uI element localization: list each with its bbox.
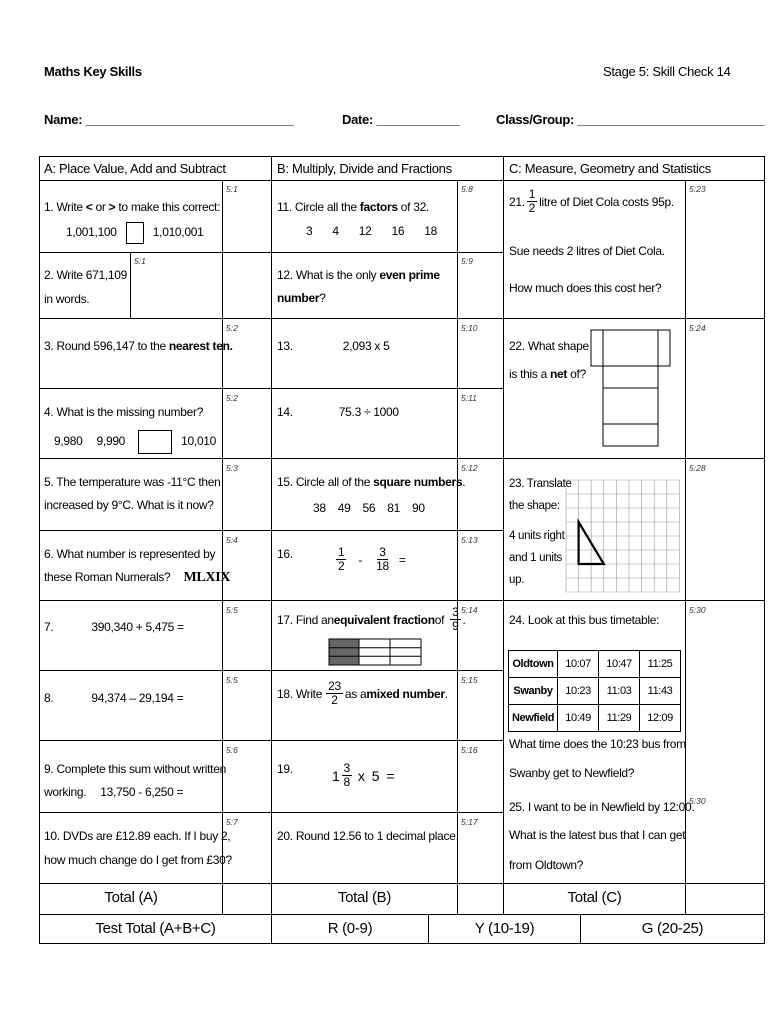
code-q23: 5:28 xyxy=(689,463,706,473)
question-19-expression: 1 $\frac{3}{8}$ x 5 = xyxy=(332,761,395,789)
question-2: 2. Write 671,109 in words. xyxy=(44,268,128,306)
code-q24: 5:30 xyxy=(689,605,706,615)
question-7: 7. 390,340 + 5,475 = xyxy=(44,620,184,634)
question-23: 23. Translate the shape: 4 units right and 1 units up. xyxy=(509,478,572,586)
answer-box[interactable] xyxy=(126,222,144,244)
question-6: 6. What number is represented by these Roman Numerals? MLXIX xyxy=(44,547,231,585)
answer-box[interactable] xyxy=(138,430,172,454)
stage-label: Stage 5: Skill Check 14 xyxy=(603,64,731,79)
question-25-line3: from Oldtown? xyxy=(509,858,584,872)
question-16-number: 16. xyxy=(277,547,293,561)
code-q5: 5:3 xyxy=(226,463,238,473)
class-group-field: Class/Group: ___________________________ xyxy=(496,112,765,127)
cuboid-net-diagram xyxy=(591,330,671,448)
question-12: 12. What is the only even prime number? xyxy=(277,268,440,305)
bus-timetable xyxy=(508,650,681,732)
code-q16: 5:13 xyxy=(461,535,478,545)
question-22: 22. What shape is this a net of? xyxy=(509,339,589,381)
question-24-line2: What time does the 10:23 bus from xyxy=(509,737,686,751)
question-21-line3: How much does this cost her? xyxy=(509,281,662,295)
question-15-numbers: 38 49 56 81 90 xyxy=(313,501,425,515)
code-q7: 5:5 xyxy=(226,605,238,615)
code-q17: 5:14 xyxy=(461,605,478,615)
code-q18: 5:15 xyxy=(461,675,478,685)
code-q10: 5:7 xyxy=(226,817,238,827)
question-17: 17. Find an equivalent fraction of $\frac{3}{9}$ . xyxy=(277,605,466,633)
question-10: 10. DVDs are £12.89 each. If I buy 2, how much change do I get from £30? xyxy=(44,829,232,867)
timetable-row: Oldtown 10:07 10:47 11:25 xyxy=(509,651,681,678)
rag-red: R (0-9) xyxy=(327,920,373,937)
question-14: 14. 75.3 ÷ 1000 xyxy=(277,405,399,419)
code-q25: 5:30 xyxy=(689,796,706,806)
code-q4: 5:2 xyxy=(226,393,238,403)
rag-green: G (20-25) xyxy=(641,920,704,937)
question-1-numbers: 1,001,100 1,010,001 xyxy=(66,222,203,244)
column-b-header: B: Multiply, Divide and Fractions xyxy=(277,161,452,176)
translation-grid xyxy=(566,477,680,589)
question-15: 15. Circle all of the square numbers. xyxy=(277,475,466,489)
code-q8: 5:5 xyxy=(226,675,238,685)
code-q21: 5:23 xyxy=(689,184,706,194)
question-21: 21. $\frac{1}{2}$ litre of Diet Cola costs 95p. xyxy=(509,187,674,215)
question-9: 9. Complete this sum without written working. 13,750 - 6,250 = xyxy=(44,762,226,799)
code-q1: 5:1 xyxy=(226,184,238,194)
question-13: 13. 2,093 x 5 xyxy=(277,339,390,353)
worksheet-title: Maths Key Skills xyxy=(44,64,142,79)
question-4: 4. What is the missing number? xyxy=(44,405,204,419)
question-5: 5. The temperature was -11°C then increased by 9°C. What is it now? xyxy=(44,475,221,512)
question-19-number: 19. xyxy=(277,762,293,776)
question-20: 20. Round 12.56 to 1 decimal place. xyxy=(277,829,459,843)
question-16-expression: $\frac{1}{2}$ - $\frac{3}{18}$ = xyxy=(338,545,406,573)
code-q11: 5:8 xyxy=(461,184,473,194)
timetable-row: Swanby 10:23 11:03 11:43 xyxy=(509,678,681,705)
question-3: 3. Round 596,147 to the nearest ten. xyxy=(44,339,233,353)
name-field: Name: ______________________________ xyxy=(44,112,294,127)
question-8: 8. 94,374 – 29,194 = xyxy=(44,691,184,705)
total-a: Total (A) xyxy=(104,889,158,906)
code-q19: 5:16 xyxy=(461,745,478,755)
code-q15: 5:12 xyxy=(461,463,478,473)
question-4-sequence: 9,980 9,990 10,010 xyxy=(54,430,216,454)
code-q20: 5:17 xyxy=(461,817,478,827)
question-11: 11. Circle all the factors of 32. xyxy=(277,200,429,214)
question-11-numbers: 3 4 12 16 18 xyxy=(306,224,437,238)
total-b: Total (B) xyxy=(337,889,392,906)
code-q9: 5:6 xyxy=(226,745,238,755)
code-q22: 5:24 xyxy=(689,323,706,333)
question-21-line2: Sue needs 2 litres of Diet Cola. xyxy=(509,244,665,258)
timetable-row: Newfield 10:49 11:29 12:09 xyxy=(509,705,681,732)
column-a-header: A: Place Value, Add and Subtract xyxy=(44,161,226,176)
code-q12: 5:9 xyxy=(461,256,473,266)
code-q2: 5:1 xyxy=(134,256,146,266)
date-field: Date: ____________ xyxy=(342,112,460,127)
column-c-header: C: Measure, Geometry and Statistics xyxy=(509,161,711,176)
question-24-line3: Swanby get to Newfield? xyxy=(509,766,635,780)
code-q6: 5:4 xyxy=(226,535,238,545)
total-c: Total (C) xyxy=(567,889,622,906)
question-1: 1. Write < or > to make this correct: xyxy=(44,200,221,214)
rag-yellow: Y (10-19) xyxy=(474,920,535,937)
code-q13: 5:10 xyxy=(461,323,478,333)
test-total: Test Total (A+B+C) xyxy=(95,920,216,937)
question-24: 24. Look at this bus timetable: xyxy=(509,613,660,627)
question-25-line1: 25. I want to be in Newfield by 12:00. xyxy=(509,800,695,814)
fraction-bar-diagram xyxy=(329,639,421,665)
question-18: 18. Write $\frac{23}{2}$ as a mixed number . xyxy=(277,679,448,707)
code-q3: 5:2 xyxy=(226,323,238,333)
code-q14: 5:11 xyxy=(461,393,477,403)
question-25-line2: What is the latest bus that I can get xyxy=(509,828,686,842)
